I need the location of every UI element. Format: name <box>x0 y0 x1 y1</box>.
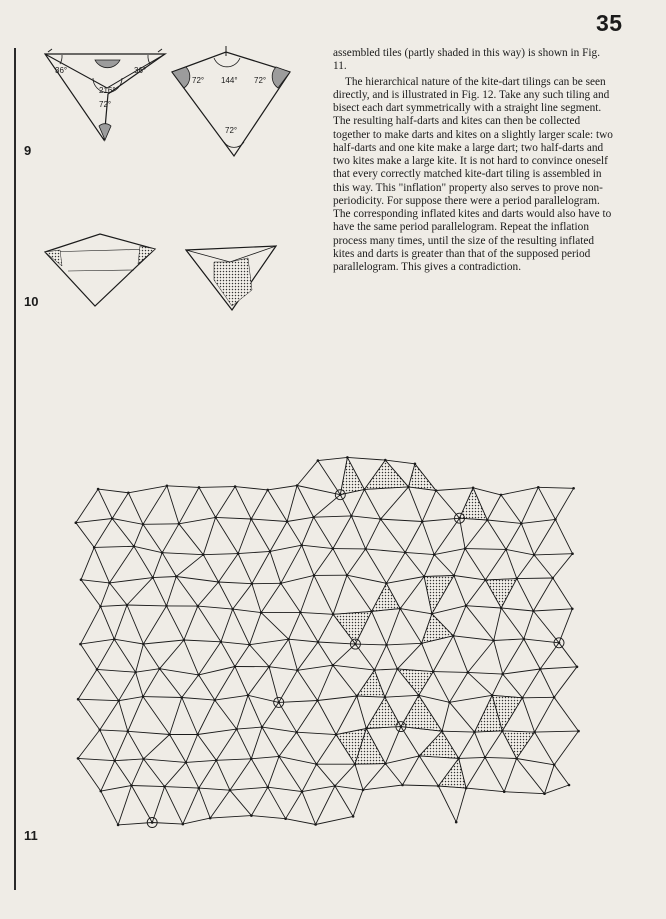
fig11-label: 11 <box>24 828 38 843</box>
angle-216: 216° <box>99 86 116 95</box>
fig10-label: 10 <box>24 294 39 309</box>
angle-72-bottom: 72° <box>225 126 238 135</box>
tiling-lines <box>76 457 579 825</box>
paragraph-2: The hierarchical nature of the kite-dart tilings can be seen directly, and is illustrated in Fig. 12. Take any such tiling and bisect each dart symmetrically with a straight line segment. The resulting half-darts and kites can then be collected together to make darts and kites on a slightly larger scale: two half-darts and one kite make a large dart; two half-darts and two kites make a large kite. It is not hard to convince oneself that every correctly matched kite-dart tiling is assembled in this way. This "inflation" property also serves to prove non-periodicity. For suppose there were a period parallelogram. The corresponding inflated kites and darts would also have to have the same period parallelogram. Repeat the inflation process many times, until the size of the resulting inflated kites and darts is greater than that of the supposed period parallelogram. This gives a contradiction. <box>333 75 613 273</box>
paragraph-1: assembled tiles (partly shaded in this way) is shown in Fig. 11. <box>333 47 601 73</box>
angle-36-left: 36° <box>55 66 68 75</box>
angle-72-left: 72° <box>192 76 205 85</box>
page-number: 35 <box>596 10 623 36</box>
angle-36-right: 36° <box>134 66 147 75</box>
fig9-label: 9 <box>24 143 32 158</box>
angle-72-dart: 72° <box>99 100 112 109</box>
angle-72-right: 72° <box>254 76 267 85</box>
angle-144: 144° <box>221 76 238 85</box>
